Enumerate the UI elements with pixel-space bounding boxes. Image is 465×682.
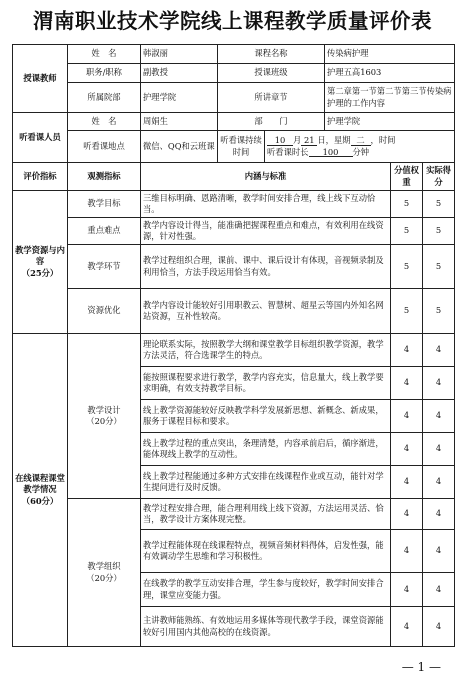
class-value: 护理五高1603	[325, 64, 455, 83]
dept-label: 所属院部	[68, 83, 141, 113]
weight-value: 4	[391, 573, 423, 607]
dept-value: 护理学院	[141, 83, 218, 113]
criterion-text: 三维目标明确、恩路清晰，教学时间安排合理，线上线下互动恰当。	[141, 191, 391, 218]
evaluation-table	[12, 44, 455, 647]
teacher-name-label: 姓 名	[68, 45, 141, 64]
criterion-text: 线上教学过程能通过多种方式安排在线课程作业或互动，能针对学生提问进行及时反馈。	[141, 466, 391, 499]
time-label: 听看课持续时间	[218, 131, 265, 163]
criterion-text: 教学过程组织合理，课前、课中、课后设计有体现，音视频录制及利用恰当，方法手段运用恰当有效。	[141, 245, 391, 289]
weight-value: 5	[391, 289, 423, 334]
weight-value: 4	[391, 334, 423, 367]
teacher-section-label: 授课教师	[13, 45, 68, 113]
group-online-teaching: 在线课程课堂教学情况 （60分）	[13, 334, 68, 647]
actual-score: 4	[423, 466, 455, 499]
actual-score: 4	[423, 607, 455, 647]
location-value: 微信、QQ和云班课	[141, 131, 218, 163]
observer-name-label: 姓 名	[68, 113, 141, 131]
course-name-value: 传染病护理	[325, 45, 455, 64]
group-resources: 教学资源与内容 （25分）	[13, 191, 68, 334]
teacher-name-value: 韩淑丽	[141, 45, 218, 64]
chapter-label: 所讲章节	[218, 83, 325, 113]
location-label: 听看课地点	[68, 131, 141, 163]
weight-value: 4	[391, 400, 423, 433]
course-name-label: 课程名称	[218, 45, 325, 64]
actual-score: 5	[423, 245, 455, 289]
observer-section-label: 听看课人员	[13, 113, 68, 163]
date-month: 10	[267, 136, 293, 146]
criterion-text: 线上教学资源能较好反映教学科学发展新思想、新概念、新成果，服务于课程目标和要求。	[141, 400, 391, 433]
chapter-value: 第二章第一节第二节第三节传染病护理的工作内容	[325, 83, 455, 113]
observer-name-value: 周娟生	[141, 113, 218, 131]
criterion-text: 线上教学过程的重点突出，条理清楚，内容承前启后，循序渐进，能体现线上教学的互动性。	[141, 433, 391, 466]
observation-teaching-design: 教学设计 （20分）	[68, 334, 141, 499]
weight-value: 4	[391, 499, 423, 530]
criterion-text: 教学过程安排合理，能合理利用线上线下资源，方法运用灵活、恰当，教学设计方案体现完整。	[141, 499, 391, 530]
date-day: 21	[301, 136, 317, 146]
weight-value: 4	[391, 607, 423, 647]
observation-key-points: 重点难点	[68, 218, 141, 245]
observation-teaching-organization: 教学组织 （20分）	[68, 499, 141, 647]
actual-score: 5	[423, 289, 455, 334]
page-number: — 1 —	[401, 660, 441, 674]
header-indicator: 评价指标	[13, 163, 68, 191]
header-observation: 观测指标	[68, 163, 141, 191]
criterion-text: 理论联系实际，按照教学大纲和课堂教学目标组织教学资源，教学方法灵活，符合选课学生的特点。	[141, 334, 391, 367]
actual-score: 4	[423, 400, 455, 433]
header-actual: 实际得分	[423, 163, 455, 191]
weight-value: 5	[391, 218, 423, 245]
observation-teaching-steps: 教学环节	[68, 245, 141, 289]
weight-value: 4	[391, 367, 423, 400]
observation-goals: 教学目标	[68, 191, 141, 218]
time-value: 10 月 21 日，星期 二 ，时间 听看课时长 100 分钟	[265, 131, 455, 163]
page-title: 渭南职业技术学院线上课程教学质量评价表	[33, 9, 432, 33]
actual-score: 5	[423, 218, 455, 245]
actual-score: 4	[423, 367, 455, 400]
weight-value: 5	[391, 245, 423, 289]
criterion-text: 教学内容设计得当，能准确把握课程重点和难点，有效利用在线资源，针对性强。	[141, 218, 391, 245]
header-content: 内涵与标准	[141, 163, 391, 191]
weight-value: 4	[391, 466, 423, 499]
weight-value: 5	[391, 191, 423, 218]
duration-value: 100	[309, 148, 353, 158]
observer-dept-value: 护理学院	[325, 113, 455, 131]
actual-score: 4	[423, 433, 455, 466]
criterion-text: 主讲教师能熟练、有效地运用多媒体等现代教学手段，课堂资源能较好引用国内其他高校的在线资源。	[141, 607, 391, 647]
weekday: 二	[351, 136, 371, 146]
criterion-text: 教学过程能体现在线课程特点，视频音频材料得体，启发性强，能有效调动学生思维和学习积极性。	[141, 530, 391, 573]
weight-value: 4	[391, 530, 423, 573]
actual-score: 4	[423, 573, 455, 607]
observer-dept-label: 部 门	[218, 113, 325, 131]
teacher-title-value: 副教授	[141, 64, 218, 83]
class-label: 授课班级	[218, 64, 325, 83]
actual-score: 4	[423, 499, 455, 530]
criterion-text: 在线教学的教学互动安排合理，学生参与度较好，教学时间安排合理，课堂应变能力强。	[141, 573, 391, 607]
criterion-text: 能按照课程要求进行教学，教学内容充实，信息量大，线上教学要求明确，有效支持教学目标。	[141, 367, 391, 400]
header-weight: 分值权重	[391, 163, 423, 191]
criterion-text: 教学内容设计能较好引用职教云、智慧树、超星云等国内外知名网站资源，互补性较高。	[141, 289, 391, 334]
observation-resource-optimization: 资源优化	[68, 289, 141, 334]
actual-score: 4	[423, 334, 455, 367]
actual-score: 4	[423, 530, 455, 573]
actual-score: 5	[423, 191, 455, 218]
weight-value: 4	[391, 433, 423, 466]
teacher-title-label: 职务/职称	[68, 64, 141, 83]
